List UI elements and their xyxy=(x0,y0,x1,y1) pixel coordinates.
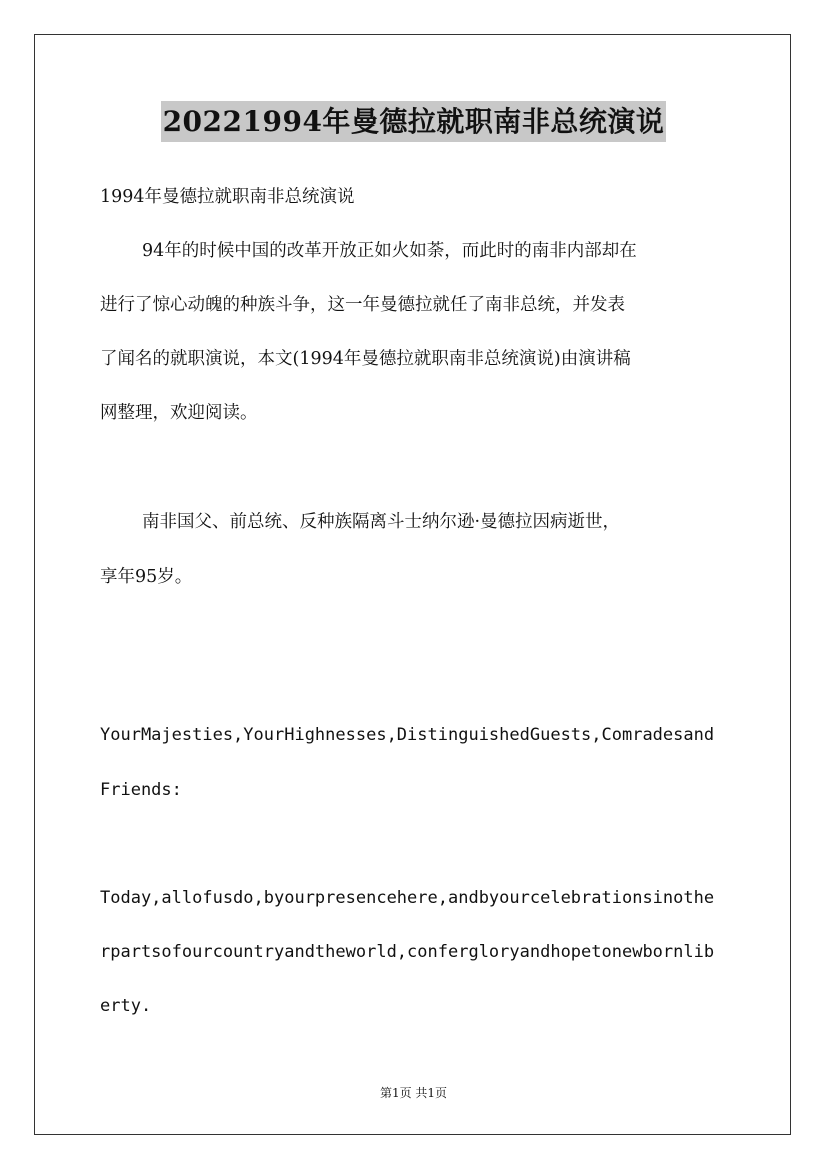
paragraph-1-line-3: 了闻名的就职演说，本文(1994年曼德拉就职南非总统演说)由演讲稿 xyxy=(100,349,631,369)
document-title: 20221994年曼德拉就职南非总统演说 xyxy=(161,101,667,142)
paragraph-1-line-1: 94年的时候中国的改革开放正如火如荼，而此时的南非内部却在 xyxy=(142,241,637,261)
paragraph-4-line-3: erty. xyxy=(100,996,152,1016)
paragraph-3-line-2: Friends: xyxy=(100,780,182,800)
paragraph-2-line-2: 享年95岁。 xyxy=(100,567,193,587)
document-title-container xyxy=(0,100,827,140)
paragraph-1-line-2: 进行了惊心动魄的种族斗争，这一年曼德拉就任了南非总统，并发表 xyxy=(100,295,625,315)
document-subtitle: 1994年曼德拉就职南非总统演说 xyxy=(100,187,355,207)
paragraph-4-line-2: rpartsofourcountryandtheworld,confergloryandhopetonewbornlib xyxy=(100,942,715,962)
paragraph-2-line-1: 南非国父、前总统、反种族隔离斗士纳尔逊·曼德拉因病逝世， xyxy=(142,512,621,532)
page-footer: 第1页 共1页 xyxy=(379,1086,448,1100)
paragraph-4-line-1: Today,allofusdo,byourpresencehere,andbyourcelebrationsinothe xyxy=(100,888,715,908)
paragraph-1-line-4: 网整理，欢迎阅读。 xyxy=(100,403,258,423)
paragraph-3-line-1: YourMajesties,YourHighnesses,DistinguishedGuests,Comradesand xyxy=(100,725,715,745)
